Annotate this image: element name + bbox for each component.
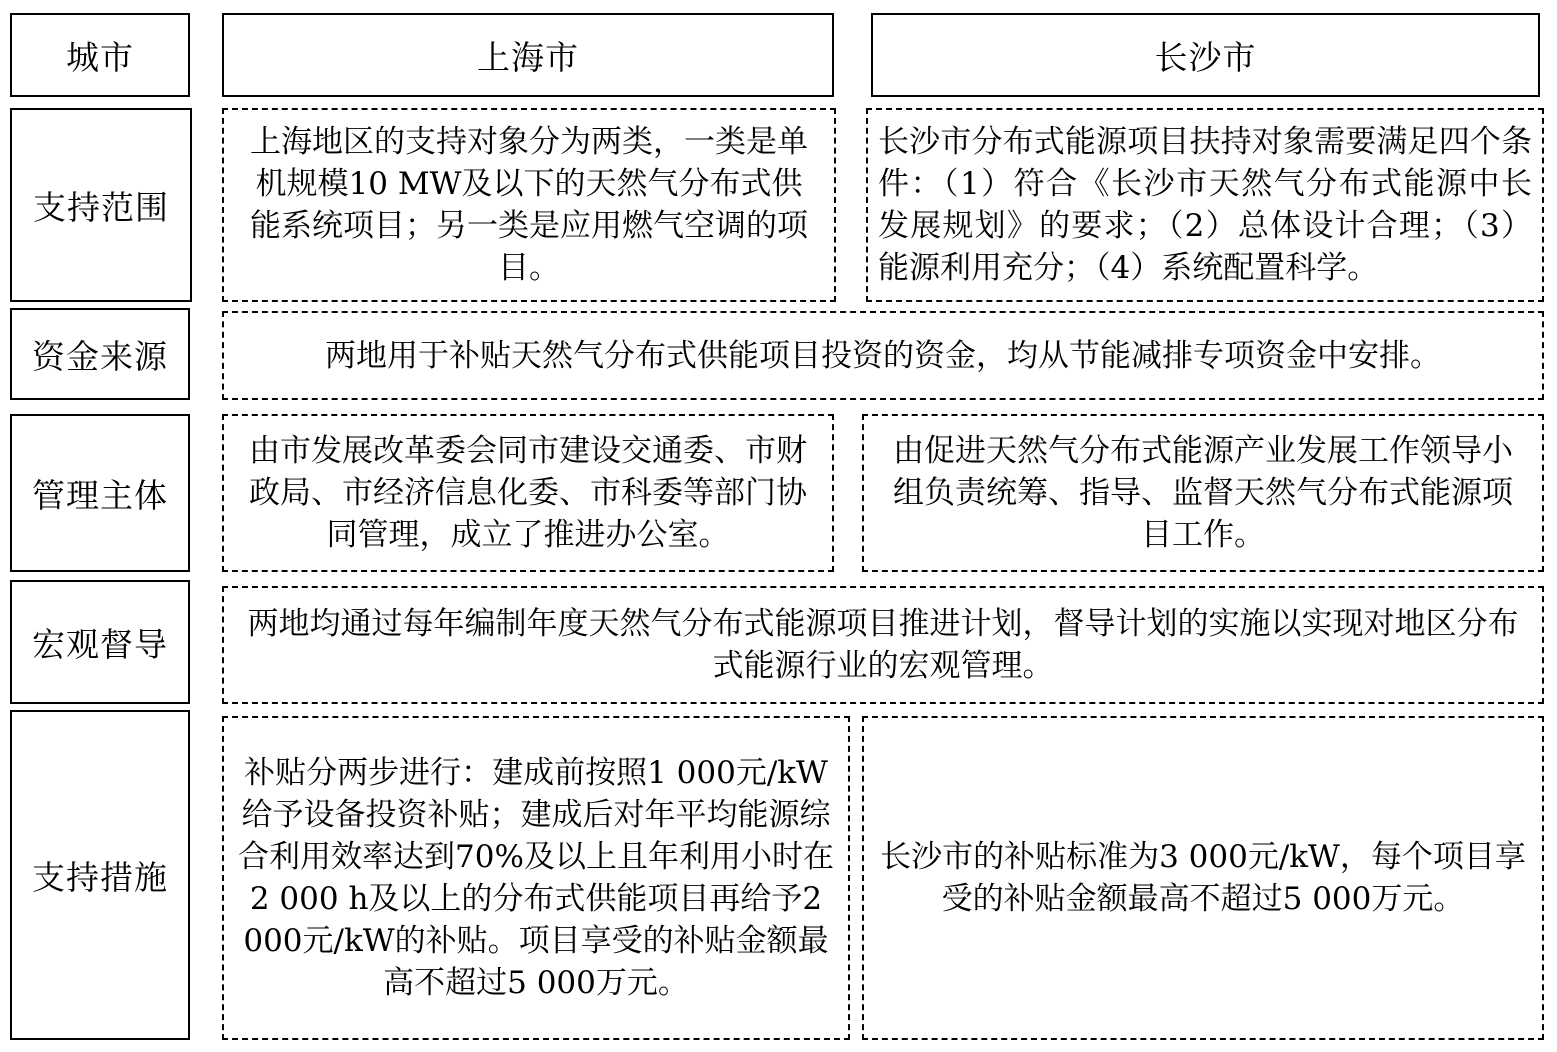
cell-management-shanghai xyxy=(222,414,834,572)
cell-measures-changsha-text: 长沙市的补贴标准为3 000元/kW，每个项目享受的补贴金额最高不超过5 000万元。 xyxy=(880,839,1526,917)
cell-supervision-both xyxy=(222,586,1544,704)
row-label-measures xyxy=(10,710,190,1040)
header-shanghai-text: 上海市 xyxy=(477,37,579,77)
header-city-text: 城市 xyxy=(66,37,134,77)
row-label-scope xyxy=(10,108,192,302)
row-label-management-text: 管理主体 xyxy=(32,475,168,515)
cell-measures-shanghai-text: 补贴分两步进行：建成前按照1 000元/kW给予设备投资补贴；建成后对年平均能源综合利用效率达到70%及以上且年利用小时在2 000 h及以上的分布式供能项目再给予2 000元/kW的补贴。项目享受的补贴金额最高不超过5 000万元。 xyxy=(238,755,834,1001)
row-label-supervision xyxy=(10,580,190,704)
cell-management-changsha xyxy=(862,414,1544,572)
row-label-scope-text: 支持范围 xyxy=(33,187,169,227)
row-label-funding xyxy=(10,308,190,400)
cell-scope-shanghai-text: 上海地区的支持对象分为两类，一类是单机规模10 MW及以下的天然气分布式供能系统项目；另一类是应用燃气空调的项目。 xyxy=(250,124,808,286)
cell-scope-changsha xyxy=(866,108,1544,302)
header-changsha-text: 长沙市 xyxy=(1154,37,1257,77)
header-city-label xyxy=(10,13,190,97)
row-label-management xyxy=(10,414,190,572)
row-label-supervision-text: 宏观督导 xyxy=(32,624,168,664)
header-shanghai xyxy=(222,13,834,97)
row-label-measures-text: 支持措施 xyxy=(32,857,168,897)
cell-funding-both xyxy=(222,311,1544,400)
cell-management-shanghai-text: 由市发展改革委会同市建设交通委、市财政局、市经济信息化委、市科委等部门协同管理，成立了推进办公室。 xyxy=(249,433,807,553)
cell-scope-changsha-text: 长沙市分布式能源项目扶持对象需要满足四个条件：（1）符合《长沙市天然气分布式能源中长发展规划》的要求；（2）总体设计合理；（3）能源利用充分；（4）系统配置科学。 xyxy=(878,124,1532,286)
row-label-funding-text: 资金来源 xyxy=(32,336,168,376)
cell-measures-shanghai xyxy=(222,716,850,1040)
cell-measures-changsha xyxy=(862,716,1544,1040)
cell-funding-both-text: 两地用于补贴天然气分布式供能项目投资的资金，均从节能减排专项资金中安排。 xyxy=(325,337,1441,374)
cell-supervision-both-text: 两地均通过每年编制年度天然气分布式能源项目推进计划，督导计划的实施以实现对地区分布式能源行业的宏观管理。 xyxy=(247,606,1519,684)
cell-scope-shanghai xyxy=(222,108,836,302)
header-changsha xyxy=(871,13,1540,97)
cell-management-changsha-text: 由促进天然气分布式能源产业发展工作领导小组负责统筹、指导、监督天然气分布式能源项目工作。 xyxy=(893,433,1513,553)
